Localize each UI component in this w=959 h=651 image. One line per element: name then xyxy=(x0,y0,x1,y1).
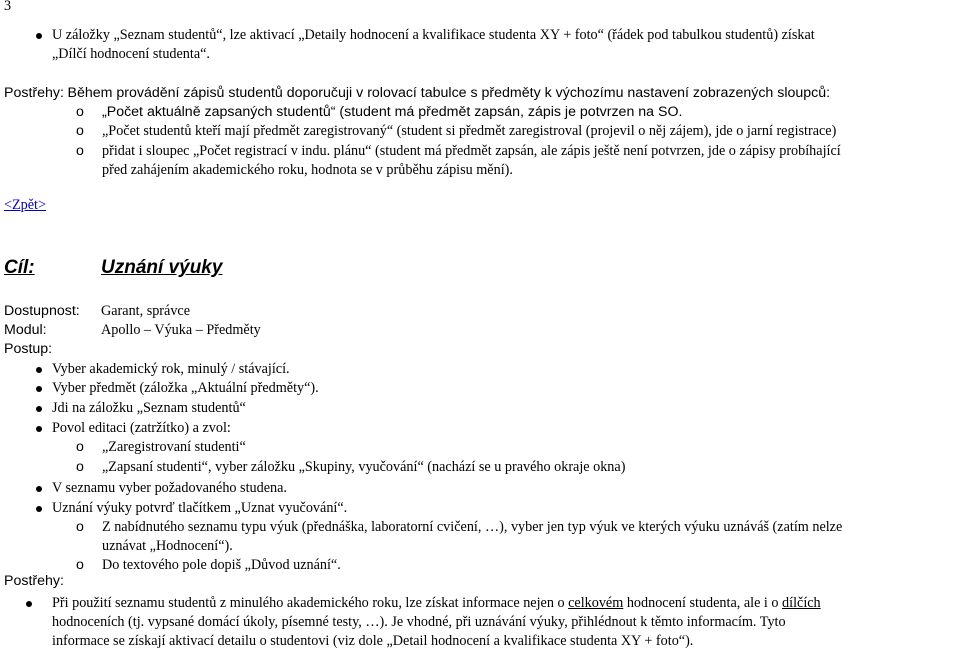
notes-item-2: „Počet studentů kteří mají předmět zaregistrovaný“ (student si předmět zaregistroval (projevil o něj zájem), jde o jarní registrace) xyxy=(102,123,837,139)
notes-2-line-2: hodnoceních (tj. vypsané domácí úkoly, písemné testy, …). Je vhodné, při uznávání výuky, přihlédnout k těmto informacím. Tyto xyxy=(52,614,786,630)
sub-marker: o xyxy=(76,104,84,120)
top-item-line-1: U záložky „Seznam studentů“, lze aktivací „Detaily hodnocení a kvalifikace studenta XY + foto“ (řádek pod tabulkou studentů) získat xyxy=(52,27,815,43)
goal-title: Uznání výuky xyxy=(101,257,223,278)
sub-marker: o xyxy=(76,557,84,573)
sub-marker: o xyxy=(76,123,84,139)
procedure-label: Postup: xyxy=(4,341,53,357)
step-3: Jdi na záložku „Seznam studentů“ xyxy=(52,400,246,416)
goal-label: Cíl: xyxy=(4,257,35,278)
step-1: Vyber akademický rok, minulý / stávající. xyxy=(52,361,290,377)
bullet-marker xyxy=(26,601,32,607)
notes-2-underline-1: celkovém xyxy=(568,595,624,611)
sub-step-a-2: „Zapsaní studenti“, vyber záložku „Skupiny, vyučování“ (nachází se u pravého okraje okna) xyxy=(102,459,626,475)
notes-2-underline-2: dílčích xyxy=(782,595,821,611)
bullet-marker xyxy=(36,406,42,412)
bullet-marker xyxy=(36,386,42,392)
sub-marker: o xyxy=(76,439,84,455)
sub-marker: o xyxy=(76,143,84,159)
step-2: Vyber předmět (záložka „Aktuální předměty“). xyxy=(52,380,319,396)
bullet-marker xyxy=(36,367,42,373)
notes-item-3-line-1: přidat i sloupec „Počet registrací v indu. plánu“ (student má předmět zapsán, ale zápis ještě není potvrzen, jde o zápisy probíhající xyxy=(102,143,841,159)
notes-2-text-a: Při použití seznamu studentů z minulého akademického roku, lze získat informace nejen o xyxy=(52,595,569,611)
notes-item-1: „Počet aktuálně zapsaných studentů“ (student má předmět zapsán, zápis je potvrzen na SO. xyxy=(102,104,683,120)
top-item-line-2: „Dílčí hodnocení studenta“. xyxy=(52,46,210,62)
bullet-marker xyxy=(36,426,42,432)
sub-step-a-1: „Zaregistrovaní studenti“ xyxy=(102,439,246,455)
sub-step-b-2: Do textového pole dopiš „Důvod uznání“. xyxy=(102,557,341,573)
notes-2-line-3: informace se získají aktivací detailu o studentovi (viz dole „Detail hodnocení a kvalifikace studenta XY + foto“). xyxy=(52,633,694,649)
notes-item-3-line-2: před zahájením akademického roku, hodnota se v průběhu zápisu mění). xyxy=(102,162,513,178)
availability-value: Garant, správce xyxy=(101,303,191,319)
page-number: 3 xyxy=(4,0,12,14)
bullet-marker xyxy=(36,506,42,512)
step-5: V seznamu vyber požadovaného studena. xyxy=(52,480,287,496)
notes-2-line-1 xyxy=(52,594,821,613)
module-label: Modul: xyxy=(4,322,47,338)
back-link[interactable]: <Zpět> xyxy=(4,197,47,213)
sub-marker: o xyxy=(76,519,84,535)
sub-step-b-1-line-1: Z nabídnutého seznamu typu výuk (přednáška, laboratorní cvičení, …), vyber jen typ výuk ve kterých výuku uznáváš (zatím nelze xyxy=(102,519,843,535)
bullet-marker xyxy=(36,33,42,39)
sub-marker: o xyxy=(76,459,84,475)
availability-label: Dostupnost: xyxy=(4,303,80,319)
sub-step-b-1-line-2: uznávat „Hodnocení“). xyxy=(102,538,233,554)
step-4: Povol editaci (zatržítko) a zvol: xyxy=(52,420,231,436)
bullet-marker xyxy=(36,486,42,492)
module-value: Apollo – Výuka – Předměty xyxy=(101,322,261,338)
notes-label: Postřehy: xyxy=(4,85,64,101)
notes-2-label: Postřehy: xyxy=(4,573,64,589)
notes-text: Během provádění zápisů studentů doporučuji v rolovací tabulce s předměty k výchozímu nastavení zobrazených sloupců: xyxy=(67,85,831,101)
step-6: Uznání výuky potvrď tlačítkem „Uznat vyučování“. xyxy=(52,500,348,516)
notes-2-text-b: hodnocení studenta, ale i o xyxy=(623,595,783,611)
